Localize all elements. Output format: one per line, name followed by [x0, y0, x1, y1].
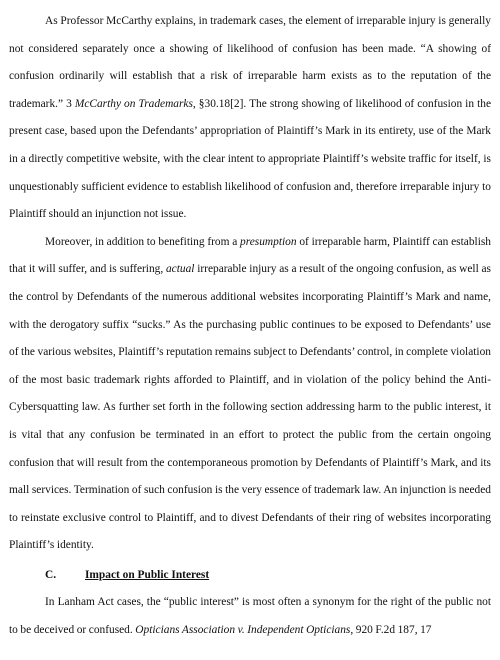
paragraph-irreparable-injury: [9, 8, 491, 229]
section-heading: [9, 562, 491, 590]
text-run: Moreover, in addition to benefiting from a: [45, 235, 241, 248]
section-letter: C.: [45, 568, 57, 581]
italic-text: actual: [165, 263, 195, 276]
text-run: As Professor McCarthy explains, in trademark cases, the element of irreparable injury is generally not considered separately once a showing of likelihood of confusion has been made. “A showing of confusion ordinarily will establish that a risk of irreparable harm exists as to the reputation of the trademark.” 3: [9, 15, 491, 110]
text-run: , §30.18[2]. The strong showing of likelihood of confusion in the present case, based upon the Defendants’ appropriation of Plaintiff’s Mark in its entirety, use of the Mark in a directly competitive website, with the clear intent to appropriate Plaintiff’s website traffic for itself, is unquestionably sufficient evidence to establish likelihood of confusion and, therefore irreparable injury to Plaintiff should an injunction not issue.: [9, 97, 491, 221]
text-run: of irreparable harm, Plaintiff can establish that it will suffer, and is suffering,: [9, 235, 491, 276]
text-run: In Lanham Act cases, the “public interest” is most often a synonym for the right of the public not to be deceived or confused.: [9, 596, 491, 637]
paragraph-actual-injury: [9, 229, 491, 560]
section-title: Impact on Public Interest: [85, 568, 210, 581]
text-run: , 920 F.2d 187, 17: [350, 624, 432, 637]
italic-text: McCarthy on Trademarks: [74, 97, 193, 110]
paragraph-public-interest: [9, 589, 491, 644]
italic-text: presumption: [240, 235, 297, 248]
italic-text: Opticians Association v. Independent Opticians: [135, 624, 351, 637]
text-run: irreparable injury as a result of the ongoing confusion, as well as the control by Defendants of the numerous additional websites incorporating Plaintiff’s Mark and name, with the derogatory suffix “sucks.” As the purchasing public continues to be exposed to Defendants’ use of the various websites, Plaintiff’s reputation remains subject to Defendants’ control, in complete violation of the most basic trademark rights afforded to Plaintiff, and in violation of the policy behind the Anti-Cybersquatting law. As further set forth in the following section addressing harm to the public interest, it is vital that any confusion be terminated in an effort to protect the public from the certain ongoing confusion that will result from the contemporaneous promotion by Defendants of Plaintiff’s Mark, and its mall services. Termination of such confusion is the very essence of trademark law. An injunction is needed to reinstate exclusive control to Plaintiff, and to divest Defendants of their ring of websites incorporating Plaintiff’s identity.: [9, 263, 491, 552]
